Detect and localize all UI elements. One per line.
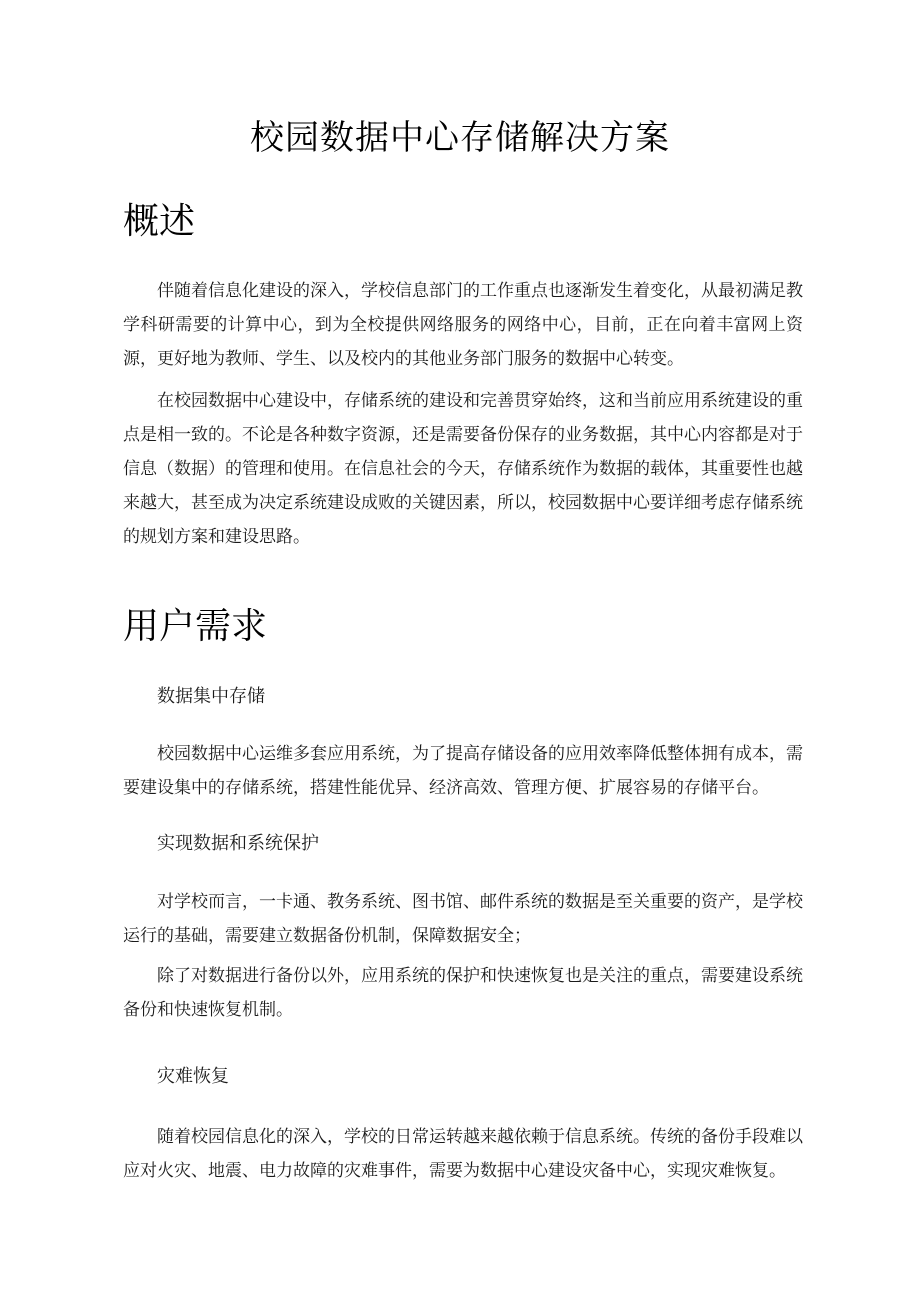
- subheading-data-protection: 实现数据和系统保护: [157, 833, 319, 854]
- data-protection-paragraph-2: 除了对数据进行备份以外，应用系统的保护和快速恢复也是关注的重点，需要建设系统备份和快速恢复机制。: [123, 966, 803, 1020]
- data-protection-paragraph-1: 对学校而言，一卡通、教务系统、图书馆、邮件系统的数据是至关重要的资产，是学校运行的基础，需要建立数据备份机制，保障数据安全；: [123, 892, 803, 946]
- subheading-disaster-recovery: 灾难恢复: [157, 1066, 229, 1087]
- document-title: 校园数据中心存储解决方案: [250, 118, 670, 158]
- overview-heading: 概述: [123, 201, 196, 242]
- centralized-storage-paragraph: 校园数据中心运维多套应用系统，为了提高存储设备的应用效率降低整体拥有成本，需要建设集中的存储系统，搭建性能优异、经济高效、管理方便、扩展容易的存储平台。: [123, 744, 803, 798]
- requirements-heading: 用户需求: [123, 606, 268, 647]
- overview-paragraph-1: 伴随着信息化建设的深入，学校信息部门的工作重点也逐渐发生着变化，从最初满足教学科研需要的计算中心，到为全校提供网络服务的网络中心，目前，正在向着丰富网上资源，更好地为教师、学生、以及校内的其他业务部门服务的数据中心转变。: [123, 281, 803, 369]
- disaster-recovery-paragraph: 随着校园信息化的深入，学校的日常运转越来越依赖于信息系统。传统的备份手段难以应对火灾、地震、电力故障的灾难事件，需要为数据中心建设灾备中心，实现灾难恢复。: [123, 1127, 803, 1181]
- overview-paragraph-2: 在校园数据中心建设中，存储系统的建设和完善贯穿始终，这和当前应用系统建设的重点是相一致的。不论是各种数字资源，还是需要备份保存的业务数据，其中心内容都是对于信息（数据）的管理和使用。在信息社会的今天，存储系统作为数据的载体，其重要性也越来越大，甚至成为决定系统建设成败的关键因素，所以，校园数据中心要详细考虑存储系统的规划方案和建设思路。: [123, 391, 803, 547]
- subheading-centralized-storage: 数据集中存储: [157, 686, 265, 707]
